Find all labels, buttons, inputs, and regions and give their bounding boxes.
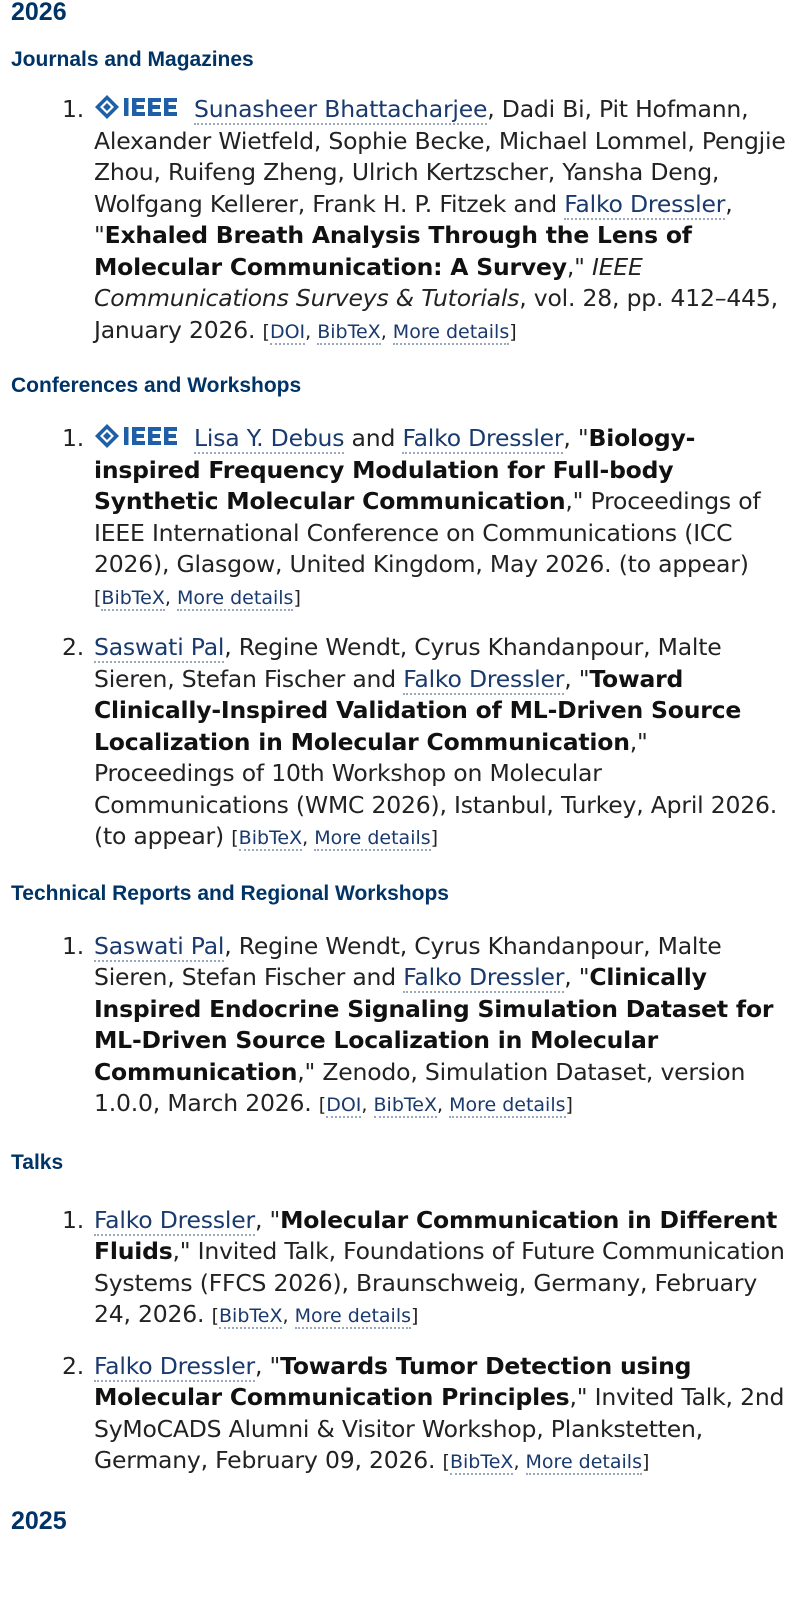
author-link[interactable]: Falko Dressler [94,1351,255,1380]
more-details-link[interactable]: More details [392,320,510,343]
bibtex-link[interactable]: BibTeX [101,586,165,609]
quote-close: ," [569,1383,595,1411]
ieee-logo-icon [94,94,188,120]
quote-close: ," [565,487,591,515]
item-number: 2. [62,633,85,661]
publication-item [0,94,800,348]
bibtex-link[interactable]: BibTeX [449,1451,514,1473]
publication-title: Biology-inspired Frequency Modulation for Full-body Synthetic Molecular Communication [94,424,696,515]
author-list: , Dadi Bi, Pit Hofmann, Alexander Wietfeld, Sophie Becke, Michael Lommel, Pengjie Zhou, Ruifeng Zheng, Ulrich Kertzscher, Yansha Deng, Wolfgang Kellerer, Frank H. P. Fitzek and [94,95,786,218]
publication-item [0,1205,800,1333]
venue-details: Proceedings of 10th Workshop on Molecular Communications (WMC 2026), Istanbul, Turkey, April 2026. (to appear) [94,759,778,850]
publication-title: Exhaled Breath Analysis Through the Lens of Molecular Communication: A Survey [94,221,692,281]
author-link[interactable]: Saswati Pal [94,633,225,661]
publication-item [0,423,800,614]
item-number: 1. [62,931,85,960]
author-link[interactable]: Lisa Y. Debus [194,424,345,452]
publication-list-journals [0,94,800,348]
author-link[interactable]: Falko Dressler [402,424,564,452]
venue-details: Zenodo, Simulation Dataset, version 1.0.0, March 2026. [94,1057,746,1117]
venue-name: IEEE Communications Surveys & Tutorials [94,252,643,312]
publication-links: [DOI, BibTeX, More details] [318,1094,573,1116]
section-heading-conferences: Conferences and Workshops [11,374,302,397]
item-number: 2. [62,1351,85,1380]
more-details-link[interactable]: More details [176,586,294,609]
publication-list-conferences [0,423,800,855]
ieee-logo-icon [94,423,188,449]
publication-links: [BibTeX, More details] [231,827,439,849]
quote-open: , " [254,1205,281,1234]
venue-details: Invited Talk, 2nd SyMoCADS Alumni & Visitor Workshop, Plankstetten, Germany, February 09, 2026. [94,1383,785,1474]
publication-list-technical-reports [0,931,800,1122]
quote-close: ," [566,252,593,281]
author-link[interactable]: Falko Dressler [564,189,726,218]
section-heading-journals: Journals and Magazines [11,48,254,71]
publication-item [0,1351,800,1479]
publication-links: [BibTeX, More details] [442,1451,650,1473]
author-link[interactable]: Falko Dressler [403,664,565,693]
publication-links: [DOI, BibTeX, More details] [262,320,517,343]
publication-links: [BibTeX, More details] [211,1305,419,1327]
publication-title: Towards Tumor Detection using Molecular Communication Principles [94,1351,692,1411]
publication-item [0,931,800,1122]
quote-open: , " [254,1351,281,1380]
quote-close: ," [297,1057,323,1086]
bibtex-link[interactable]: BibTeX [373,1094,437,1116]
year-heading-2026: 2026 [11,0,67,26]
more-details-link[interactable]: More details [449,1094,566,1116]
venue-details: Invited Talk, Foundations of Future Communication Systems (FFCS 2026), Braunschweig, Germany, February 24, 2026. [94,1237,785,1328]
publication-item [0,632,800,855]
publication-list-talks [0,1205,800,1479]
bibtex-link[interactable]: BibTeX [219,1305,283,1327]
section-heading-technical-reports: Technical Reports and Regional Workshops [11,881,449,905]
quote-open: , " [564,963,590,991]
quote-close: ," [172,1237,198,1265]
section-heading-talks: Talks [11,1150,64,1174]
item-number: 1. [62,95,85,123]
venue-details: , vol. 28, pp. 412–445, January 2026. [94,284,778,344]
publication-title: Molecular Communication in Different Fluids [94,1205,778,1265]
author-link[interactable]: Falko Dressler [403,963,565,991]
year-heading-2025: 2025 [11,1506,67,1535]
quote-open: , " [94,189,733,249]
more-details-link[interactable]: More details [294,1305,412,1327]
more-details-link[interactable]: More details [314,827,431,849]
author-link[interactable]: Falko Dressler [94,1205,255,1234]
quote-open: , " [563,424,589,452]
item-number: 1. [62,424,85,452]
author-list: , Regine Wendt, Cyrus Khandanpour, Malte Sieren, Stefan Fischer and [94,931,722,991]
publication-title: Toward Clinically-Inspired Validation of ML-Driven Source Localization in Molecular Communication [94,664,742,756]
quote-open: , " [564,664,590,693]
venue-details: Proceedings of IEEE International Conference on Communications (ICC 2026), Glasgow, United Kingdom, May 2026. (to appear) [94,487,761,578]
publication-links: [BibTeX, More details] [94,586,301,609]
item-number: 1. [62,1205,85,1234]
bibtex-link[interactable]: BibTeX [317,320,381,343]
publication-title: Clinically Inspired Endocrine Signaling Simulation Dataset for ML-Driven Source Localization in Molecular Communication [94,963,774,1086]
author-link[interactable]: Saswati Pal [94,931,225,960]
author-list: , Regine Wendt, Cyrus Khandanpour, Malte Sieren, Stefan Fischer and [94,633,722,693]
author-connector: and [344,424,403,452]
doi-link[interactable]: DOI [326,1094,362,1116]
author-link[interactable]: Sunasheer Bhattacharjee [194,95,488,123]
more-details-link[interactable]: More details [525,1451,642,1473]
bibtex-link[interactable]: BibTeX [238,827,303,849]
quote-close: ," [629,727,648,756]
doi-link[interactable]: DOI [269,320,306,343]
